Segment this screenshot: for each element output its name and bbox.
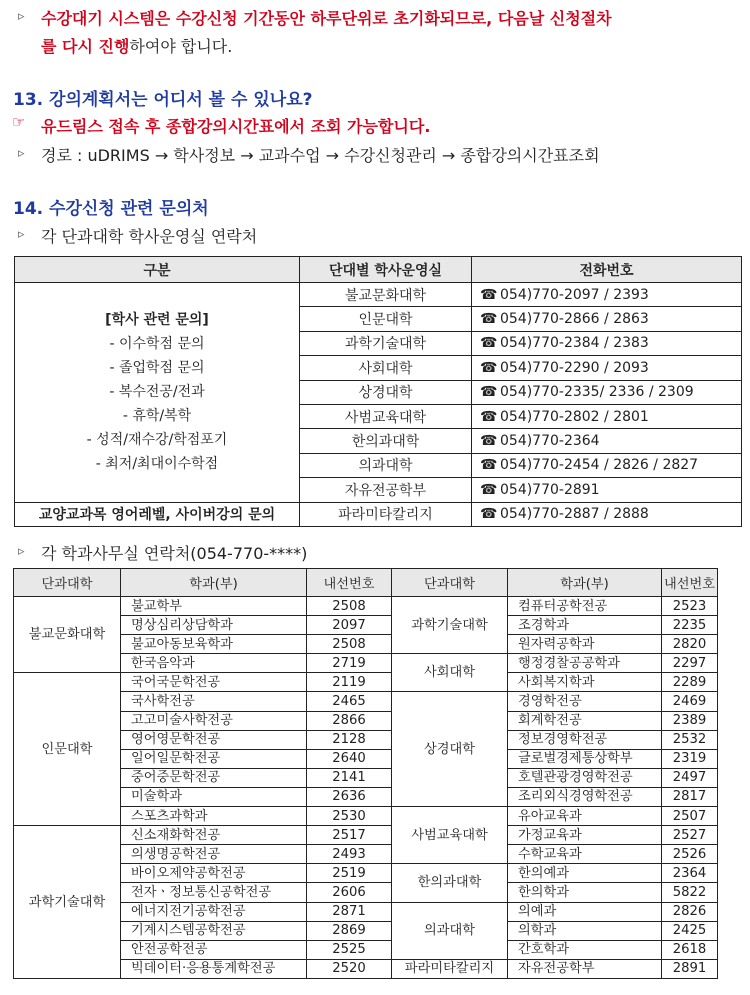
extension-number: 2235 [662, 616, 718, 635]
category-cell [15, 283, 300, 503]
extension-number: 2527 [662, 826, 718, 845]
department-name: 에너지전기공학전공 [121, 902, 307, 921]
college-cell: 불교문화대학 [14, 597, 121, 673]
phone-number: 054)770-2887 / 2888 [500, 506, 649, 523]
phone-cell [472, 453, 742, 477]
extension-number: 2719 [307, 654, 392, 673]
phone-cell [472, 429, 742, 453]
bullet-triangle-icon: ▹ [18, 146, 25, 161]
telephone-icon: ☎ [480, 481, 498, 498]
q13-path: 경로 : uDRIMS → 학사정보 → 교과수업 → 수강신청관리 → 종합강의시간표조회 [41, 146, 600, 165]
department-name: 컴퓨터공학전공 [508, 597, 662, 616]
extension-number: 2636 [307, 787, 392, 806]
telephone-icon: ☎ [480, 311, 498, 328]
department-name: 정보경영학전공 [508, 730, 662, 749]
category-item: - 졸업학점 문의 [109, 360, 205, 377]
extension-number: 2497 [662, 768, 718, 787]
department-name: 간호학과 [508, 940, 662, 959]
department-name: 수학교육과 [508, 845, 662, 864]
college-cell: 과학기술대학 [392, 597, 508, 654]
college-office-table [14, 256, 742, 527]
table-row [14, 673, 718, 692]
telephone-icon: ☎ [480, 506, 498, 523]
phone-number: 054)770-2891 [500, 481, 600, 498]
table-row [15, 502, 742, 526]
extension-number: 2606 [307, 883, 392, 902]
extension-number: 2820 [662, 635, 718, 654]
column-header: 학과(부) [121, 569, 307, 597]
department-name: 원자력공학과 [508, 635, 662, 654]
office-name: 한의과대학 [300, 429, 472, 453]
telephone-icon: ☎ [480, 359, 498, 376]
phone-cell [472, 478, 742, 502]
department-name: 국사학전공 [121, 692, 307, 711]
college-cell: 한의과대학 [392, 864, 508, 902]
office-name: 사회대학 [300, 356, 472, 380]
department-name: 자유전공학부 [508, 959, 662, 978]
department-name: 전자ㆍ정보통신공학전공 [121, 883, 307, 902]
department-name: 일어일문학전공 [121, 749, 307, 768]
department-name: 한의예과 [508, 864, 662, 883]
phone-cell [472, 331, 742, 355]
bullet-triangle-icon: ▹ [18, 227, 25, 242]
office-name: 의과대학 [300, 453, 472, 477]
extension-number: 2826 [662, 902, 718, 921]
extension-number: 2526 [662, 845, 718, 864]
notice-line-2 [41, 34, 232, 57]
department-name: 안전공학전공 [121, 940, 307, 959]
college-cell: 과학기술대학 [14, 826, 121, 979]
extension-number: 2869 [307, 921, 392, 940]
pointing-hand-icon: ☞ [12, 113, 26, 131]
department-name: 유아교육과 [508, 807, 662, 826]
extension-number: 2618 [662, 940, 718, 959]
department-name: 한의학과 [508, 883, 662, 902]
department-name: 의예과 [508, 902, 662, 921]
column-header: 단대별 학사운영실 [300, 257, 472, 283]
phone-number: 054)770-2802 / 2801 [500, 408, 649, 425]
department-name: 기계시스템공학전공 [121, 921, 307, 940]
column-header: 단과대학 [14, 569, 121, 597]
office-name: 상경대학 [300, 380, 472, 404]
department-name: 호텔관광경영학전공 [508, 768, 662, 787]
department-name: 불교학부 [121, 597, 307, 616]
department-name: 회계학전공 [508, 711, 662, 730]
phone-cell [472, 502, 742, 526]
department-name: 행정경찰공공학과 [508, 654, 662, 673]
q13-answer: 유드림스 접속 후 종합강의시간표에서 조회 가능합니다. [41, 117, 431, 136]
department-name: 중어중문학전공 [121, 768, 307, 787]
telephone-icon: ☎ [480, 286, 498, 303]
college-cell: 사범교육대학 [392, 807, 508, 864]
column-header: 내선번호 [307, 569, 392, 597]
phone-cell [472, 380, 742, 404]
college-cell: 사회대학 [392, 654, 508, 692]
extension-number: 2530 [307, 807, 392, 826]
department-extension-table [13, 568, 718, 979]
extension-number: 2871 [307, 902, 392, 921]
extension-number: 2523 [662, 597, 718, 616]
extension-number: 2425 [662, 921, 718, 940]
department-name: 한국음악과 [121, 654, 307, 673]
category-cell: 교양교과목 영어레벨, 사이버강의 문의 [15, 502, 300, 526]
phone-cell [472, 307, 742, 331]
category-item: - 성적/재수강/학점포기 [86, 432, 228, 449]
department-name: 국어국문학전공 [121, 673, 307, 692]
extension-number: 2141 [307, 768, 392, 787]
department-name: 조경학과 [508, 616, 662, 635]
q14-subtitle-offices: 각 단과대학 학사운영실 연락처 [41, 227, 258, 246]
extension-number: 2508 [307, 635, 392, 654]
extension-number: 2507 [662, 807, 718, 826]
office-name: 불교문화대학 [300, 283, 472, 307]
extension-number: 2364 [662, 864, 718, 883]
office-name: 파라미타칼리지 [300, 502, 472, 526]
extension-number: 2493 [307, 845, 392, 864]
telephone-icon: ☎ [480, 408, 498, 425]
college-cell: 파라미타칼리지 [392, 959, 508, 978]
office-name: 자유전공학부 [300, 478, 472, 502]
extension-number: 2319 [662, 749, 718, 768]
college-cell: 상경대학 [392, 692, 508, 807]
extension-number: 2891 [662, 959, 718, 978]
extension-number: 2128 [307, 730, 392, 749]
extension-number: 2508 [307, 597, 392, 616]
department-name: 명상심리상담학과 [121, 616, 307, 635]
college-cell: 의과대학 [392, 902, 508, 959]
phone-cell [472, 404, 742, 428]
category-item: - 최저/최대이수학점 [95, 456, 219, 473]
extension-number: 2097 [307, 616, 392, 635]
telephone-icon: ☎ [480, 457, 498, 474]
department-name: 빅데이터·응용통계학전공 [121, 959, 307, 978]
department-name: 고고미술사학전공 [121, 711, 307, 730]
department-name: 바이오제약공학전공 [121, 864, 307, 883]
notice-rest: 하여야 합니다. [129, 37, 233, 56]
category-item: - 복수전공/전과 [109, 384, 205, 401]
table-row [14, 597, 718, 616]
extension-number: 2469 [662, 692, 718, 711]
column-header: 학과(부) [508, 569, 662, 597]
table-header-row [15, 257, 742, 283]
extension-number: 2866 [307, 711, 392, 730]
telephone-icon: ☎ [480, 384, 498, 401]
phone-number: 054)770-2384 / 2383 [500, 335, 649, 352]
phone-number: 054)770-2335/ 2336 / 2309 [500, 384, 694, 401]
phone-number: 054)770-2364 [500, 433, 600, 450]
department-name: 의학과 [508, 921, 662, 940]
q14-title: 14. 수강신청 관련 문의처 [13, 199, 209, 219]
phone-number: 054)770-2290 / 2093 [500, 359, 649, 376]
extension-number: 2289 [662, 673, 718, 692]
department-name: 사회복지학과 [508, 673, 662, 692]
extension-number: 2525 [307, 940, 392, 959]
column-header: 내선번호 [662, 569, 718, 597]
extension-number: 2465 [307, 692, 392, 711]
bullet-triangle-icon: ▹ [18, 9, 25, 24]
department-name: 영어영문학전공 [121, 730, 307, 749]
table-header-row [14, 569, 718, 597]
phone-cell [472, 283, 742, 307]
table-row [14, 826, 718, 845]
phone-number: 054)770-2454 / 2826 / 2827 [500, 457, 699, 474]
category-title: [학사 관련 문의] [105, 312, 209, 329]
department-name: 불교아동보육학과 [121, 635, 307, 654]
department-name: 스포츠과학과 [121, 807, 307, 826]
column-header: 전화번호 [472, 257, 742, 283]
bullet-triangle-icon: ▹ [18, 544, 25, 559]
department-name: 경영학전공 [508, 692, 662, 711]
office-name: 인문대학 [300, 307, 472, 331]
extension-number: 2517 [307, 826, 392, 845]
notice-highlight: 를 다시 진행 [41, 37, 130, 56]
q13-title: 13. 강의계획서는 어디서 볼 수 있나요? [13, 90, 313, 110]
extension-number: 2297 [662, 654, 718, 673]
department-name: 글로벌경제통상학부 [508, 749, 662, 768]
college-cell: 인문대학 [14, 673, 121, 826]
column-header: 구분 [15, 257, 300, 283]
office-name: 사범교육대학 [300, 404, 472, 428]
phone-number: 054)770-2866 / 2863 [500, 311, 649, 328]
notice-line-1: 수강대기 시스템은 수강신청 기간동안 하루단위로 초기화되므로, 다음날 신청절차 [41, 9, 612, 28]
telephone-icon: ☎ [480, 335, 498, 352]
phone-cell [472, 356, 742, 380]
extension-number: 2389 [662, 711, 718, 730]
category-item: - 이수학점 문의 [109, 336, 205, 353]
phone-number: 054)770-2097 / 2393 [500, 286, 649, 303]
extension-number: 2119 [307, 673, 392, 692]
department-name: 미술학과 [121, 787, 307, 806]
department-name: 의생명공학전공 [121, 845, 307, 864]
extension-number: 5822 [662, 883, 718, 902]
extension-number: 2520 [307, 959, 392, 978]
extension-number: 2640 [307, 749, 392, 768]
extension-number: 2532 [662, 730, 718, 749]
department-name: 조리외식경영학전공 [508, 787, 662, 806]
q14-subtitle-departments: 각 학과사무실 연락처(054-770-****) [41, 544, 308, 563]
extension-number: 2519 [307, 864, 392, 883]
department-name: 가정교육과 [508, 826, 662, 845]
department-name: 신소재화학전공 [121, 826, 307, 845]
extension-number: 2817 [662, 787, 718, 806]
office-name: 과학기술대학 [300, 331, 472, 355]
table-row [15, 283, 742, 307]
telephone-icon: ☎ [480, 433, 498, 450]
category-item: - 휴학/복학 [122, 408, 192, 425]
column-header: 단과대학 [392, 569, 508, 597]
